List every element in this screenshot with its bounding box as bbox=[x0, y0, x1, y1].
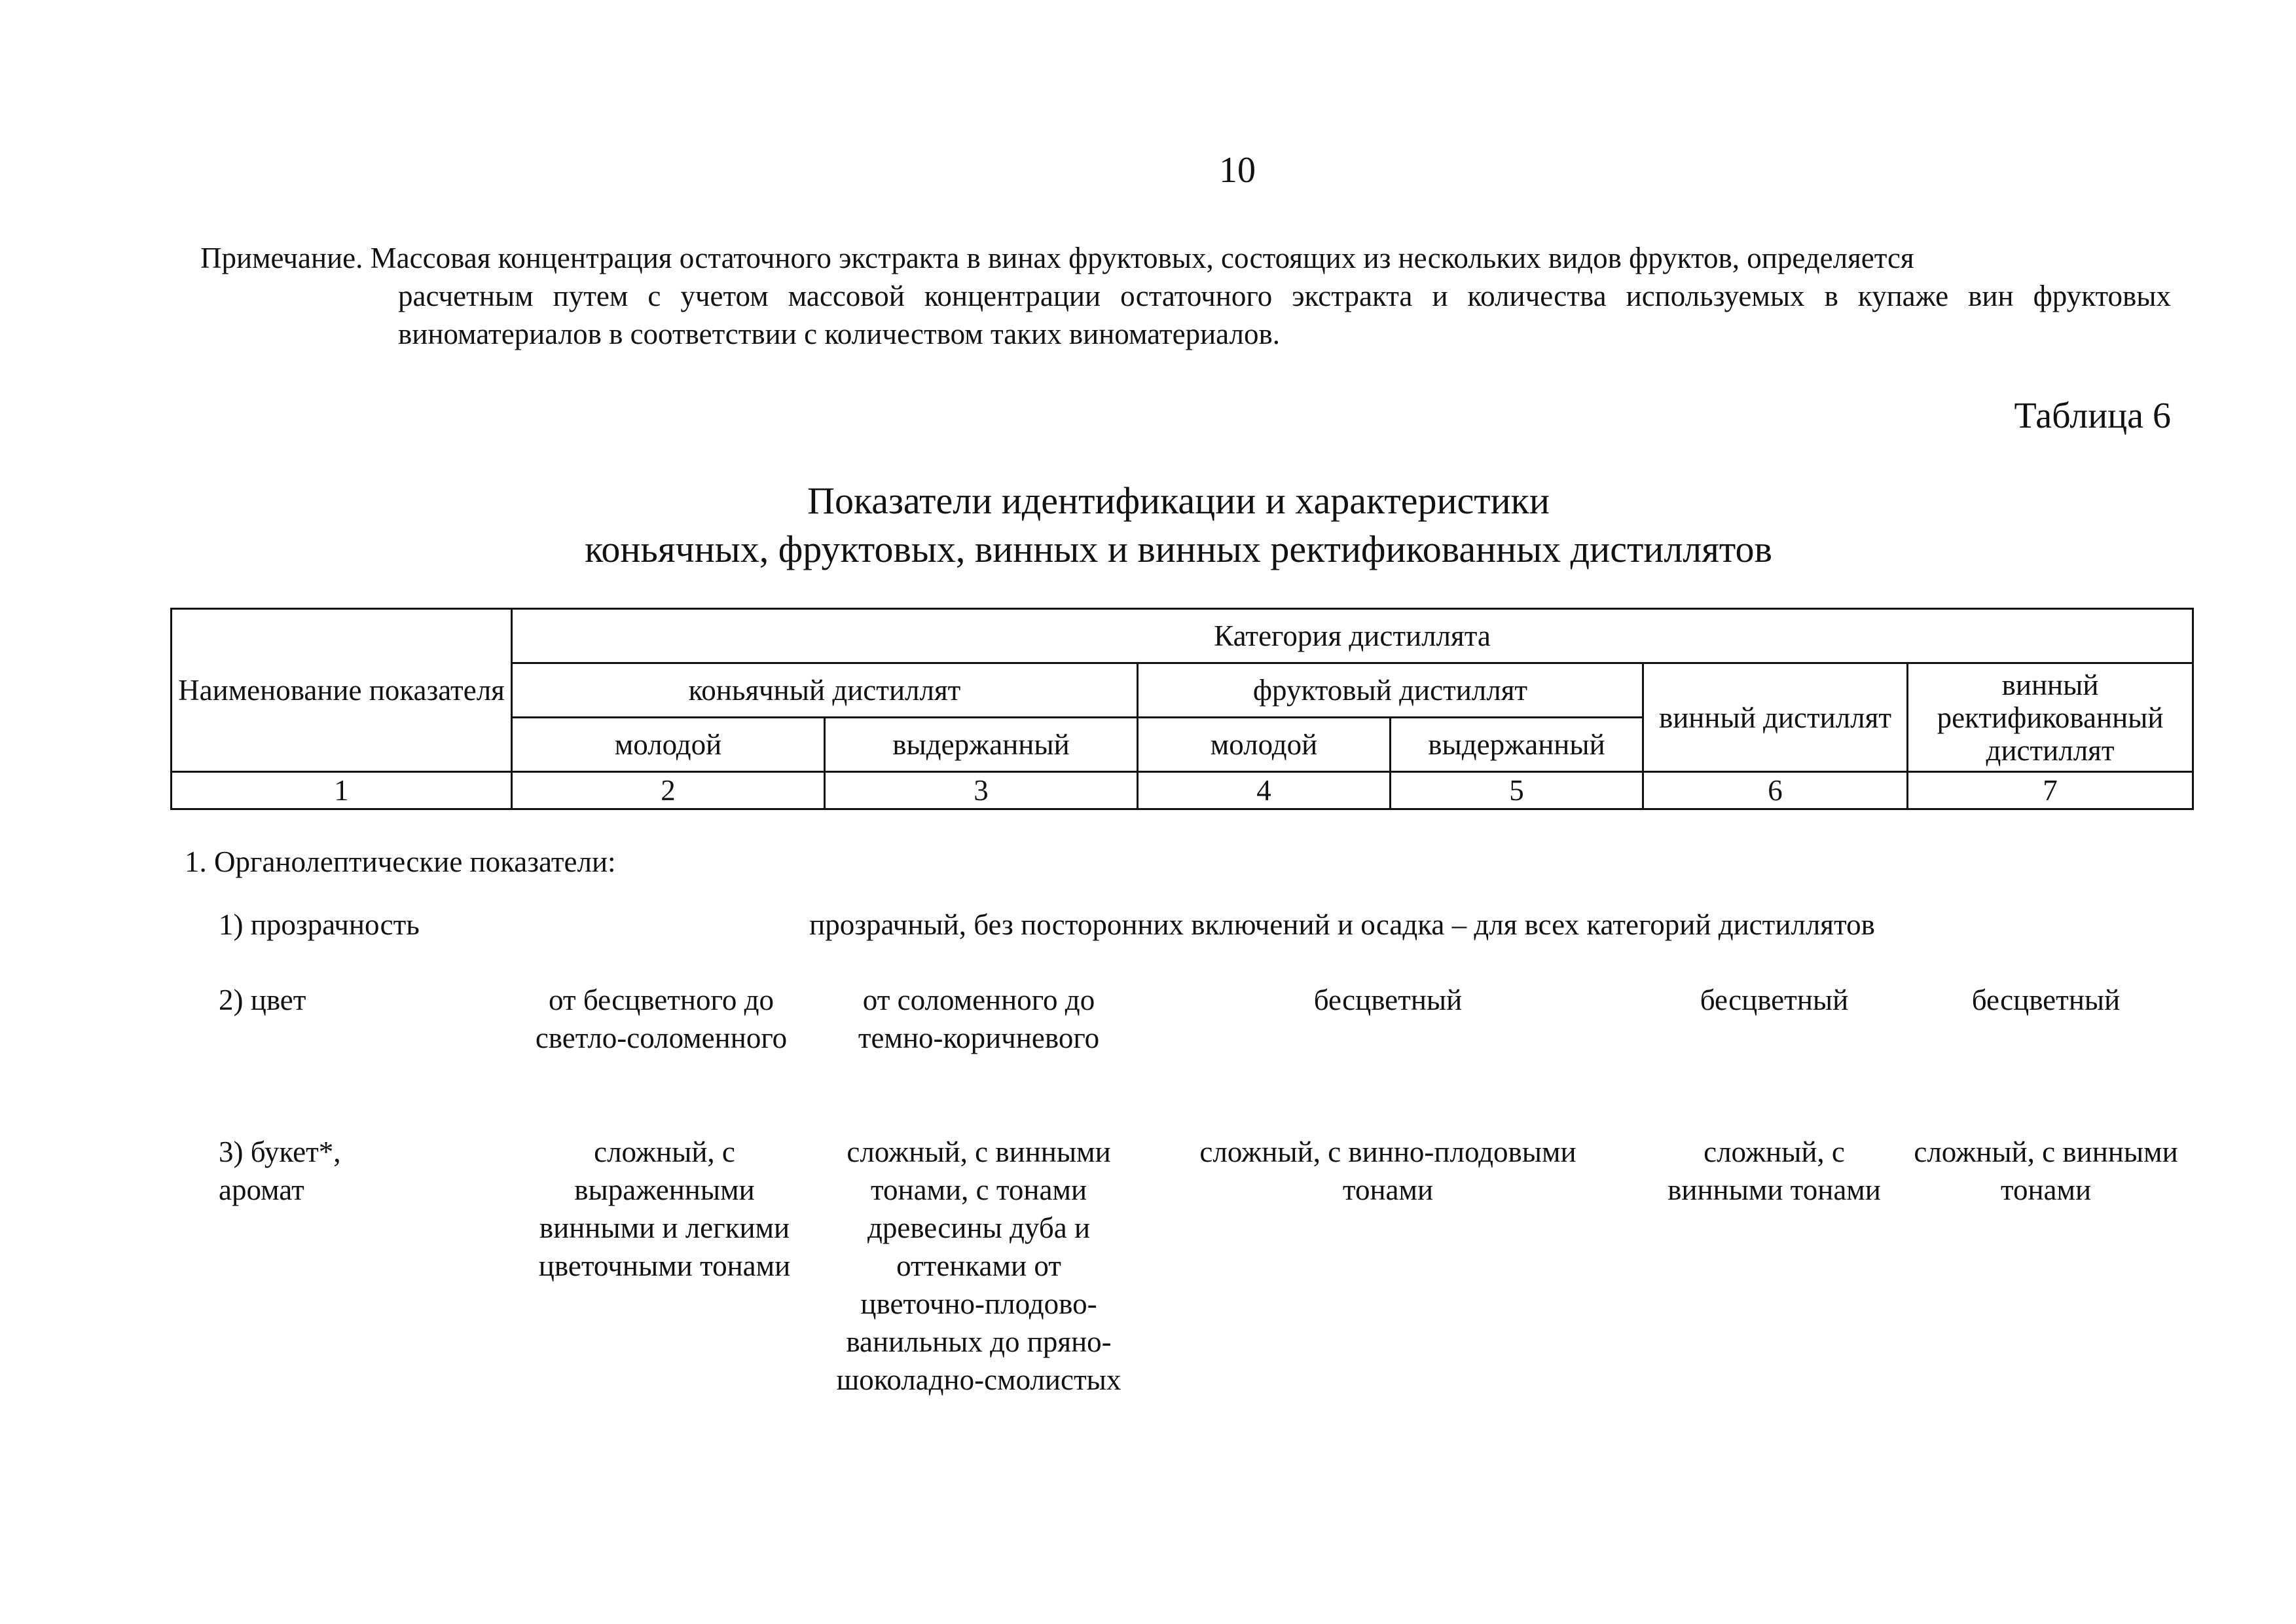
row-bouquet-label: 3) букет*, аромат bbox=[219, 1135, 341, 1206]
header-cognac-aged: выдержанный bbox=[825, 718, 1138, 772]
table-label: Таблица 6 bbox=[2014, 396, 2171, 436]
row-transparency-label: 1) прозрачность bbox=[219, 908, 420, 941]
row-transparency-value: прозрачный, без посторонних включений и осадка – для всех категорий дистиллятов bbox=[809, 908, 1875, 941]
table-title-line1: Показатели идентификации и характеристики bbox=[807, 479, 1550, 522]
row-bouquet-col6: сложный, с винными тонами bbox=[1667, 1135, 1881, 1206]
column-number: 3 bbox=[825, 772, 1138, 809]
note-rest: расчетным путем с учетом массовой концентрации остаточного экстракта и количества используемых в купаже вин фруктовых виноматериалов в соответствии с количеством таких виноматериалов. bbox=[398, 280, 2171, 350]
header-cognac: коньячный дистиллят bbox=[512, 663, 1138, 718]
column-number: 1 bbox=[172, 772, 512, 809]
header-wine-rectified: винный ректификованный дистиллят bbox=[1908, 663, 2193, 772]
table-title-line2: коньячных, фруктовых, винных и винных ректификованных дистиллятов bbox=[585, 528, 1772, 570]
column-number: 2 bbox=[512, 772, 825, 809]
row-bouquet-col2: сложный, с выраженными винными и легкими цветочными тонами bbox=[538, 1135, 791, 1282]
header-wine: винный дистиллят bbox=[1643, 663, 1908, 772]
table-header bbox=[170, 608, 2194, 810]
section-organoleptic: 1. Органолептические показатели: bbox=[185, 845, 616, 878]
note-first-line: Примечание. Массовая концентрация остаточного экстракта в винах фруктовых, состоящих из нескольких видов фруктов, определяется bbox=[200, 242, 1914, 274]
header-category: Категория дистиллята bbox=[512, 609, 2193, 663]
row-color-col3: от соломенного до темно-коричневого bbox=[858, 984, 1100, 1054]
column-number: 7 bbox=[1908, 772, 2193, 809]
column-number: 6 bbox=[1643, 772, 1908, 809]
table-title bbox=[0, 477, 2296, 574]
column-number: 5 bbox=[1391, 772, 1643, 809]
row-color-col2: от бесцветного до светло-соломенного bbox=[535, 984, 788, 1054]
column-number: 4 bbox=[1138, 772, 1391, 809]
page-number: 10 bbox=[1219, 150, 1256, 191]
row-color-col45: бесцветный bbox=[1313, 984, 1463, 1016]
header-fruit-young: молодой bbox=[1138, 718, 1391, 772]
row-bouquet-col45: сложный, с винно-плодовыми тонами bbox=[1199, 1135, 1576, 1206]
header-indicator-name: Наименование показателя bbox=[172, 609, 512, 772]
header-fruit-aged: выдержанный bbox=[1391, 718, 1643, 772]
header-fruit: фруктовый дистиллят bbox=[1138, 663, 1643, 718]
header-cognac-young: молодой bbox=[512, 718, 825, 772]
row-color-label: 2) цвет bbox=[219, 984, 306, 1016]
row-bouquet-col7: сложный, с винными тонами bbox=[1914, 1135, 2178, 1206]
row-color-col7: бесцветный bbox=[1971, 984, 2121, 1016]
row-bouquet-col3: сложный, с винными тонами, с тонами древесины дуба и оттенками от цветочно-плодово-ванильных до пряно-шоколадно-смолистых bbox=[836, 1135, 1121, 1396]
row-color-col6: бесцветный bbox=[1700, 984, 1849, 1016]
note bbox=[200, 239, 2171, 353]
